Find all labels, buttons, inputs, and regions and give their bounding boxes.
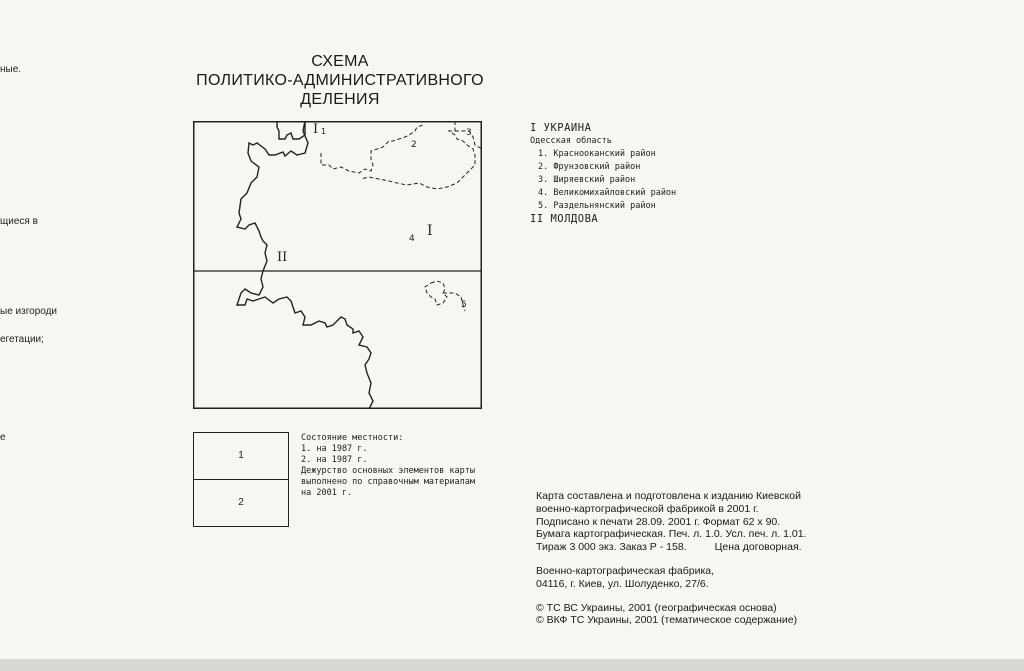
admin-legend-oblast: Одесская область [530,136,612,146]
price-note: Цена договорная. [714,541,802,554]
edge-fragment: ые изгороди [0,306,58,317]
factory-address: 04116, г. Киев, ул. Шолуденко, 27/6. [536,577,709,590]
scan-edge [0,659,1024,671]
imprint-block [536,490,896,627]
state-legend-cell: 2 [238,497,244,509]
admin-legend-district: 1. Краснооканский район [538,149,656,159]
map-label-country-2: II [277,250,288,265]
imprint-line: Подписано к печати 28.09. 2001 г. Формат 62 х 90. [536,515,781,528]
state-legend-text [301,433,501,499]
state-legend-item: 2. на 1987 г. [301,455,368,465]
map-label-district-1: 1 [321,127,327,136]
admin-legend-district: 2. Фрунзовский район [538,162,641,172]
admin-legend-country-1: I УКРАИНА [530,122,592,134]
edge-fragment: егетации; [0,334,44,345]
edge-fragment: ные. [0,64,22,75]
state-legend-cell: 1 [194,433,288,480]
copyright-line: © ВКФ ТС Украины, 2001 (тематическое содержание) [536,614,798,627]
title-line: ДЕЛЕНИЯ [300,91,380,108]
district-boundary [321,125,423,173]
state-legend-note: выполнено по справочным материалам [301,477,475,487]
state-legend-heading: Состояние местности: [301,433,404,443]
state-legend-item: 1. на 1987 г. [301,444,368,454]
map-label-country-1-interior: I [427,223,433,239]
admin-legend [530,122,730,226]
map-label-district-3: 3 [466,128,472,138]
title-line: СХЕМА [311,53,369,70]
copyright-line: © ТС ВС Украины, 2001 (географическая основа) [536,601,777,614]
map-label-district-4: 4 [409,234,415,244]
imprint-line: Карта составлена и подготовлена к изданию Киевской [536,490,801,502]
admin-legend-district: 4. Великомихайловский район [538,188,677,198]
map-label-district-2: 2 [411,140,417,150]
state-legend-box [193,432,289,527]
map-frame [194,122,482,409]
admin-legend-district: 5. Раздельнянский район [538,201,656,211]
imprint-line [536,541,896,554]
title-line: ПОЛИТИКО-АДМИНИСТРАТИВНОГО [196,72,484,89]
edge-fragment: е [0,432,6,443]
scheme-title [150,52,530,109]
map-label-country-1: I [313,122,319,137]
imprint-line: Бумага картографическая. Печ. л. 1.0. Усл. печ. л. 1.01. [536,528,807,541]
division-map [193,121,482,409]
admin-legend-country-2: II МОЛДОВА [530,213,599,225]
edge-fragment: щиеся в [0,216,38,227]
state-border [237,121,373,409]
factory-name: Военно-картографическая фабрика, [536,564,715,577]
state-legend-note: Дежурство основных элементов карты [301,466,475,476]
state-legend-note: на 2001 г. [301,488,353,498]
imprint-line: военно-картографической фабрикой в 2001 г. [536,502,759,515]
map-label-district-5: 5 [461,300,467,310]
print-run: Тираж 3 000 экз. Заказ Р - 158. [536,541,687,554]
admin-legend-district: 3. Ширяевский район [538,175,636,185]
state-border [277,121,305,139]
